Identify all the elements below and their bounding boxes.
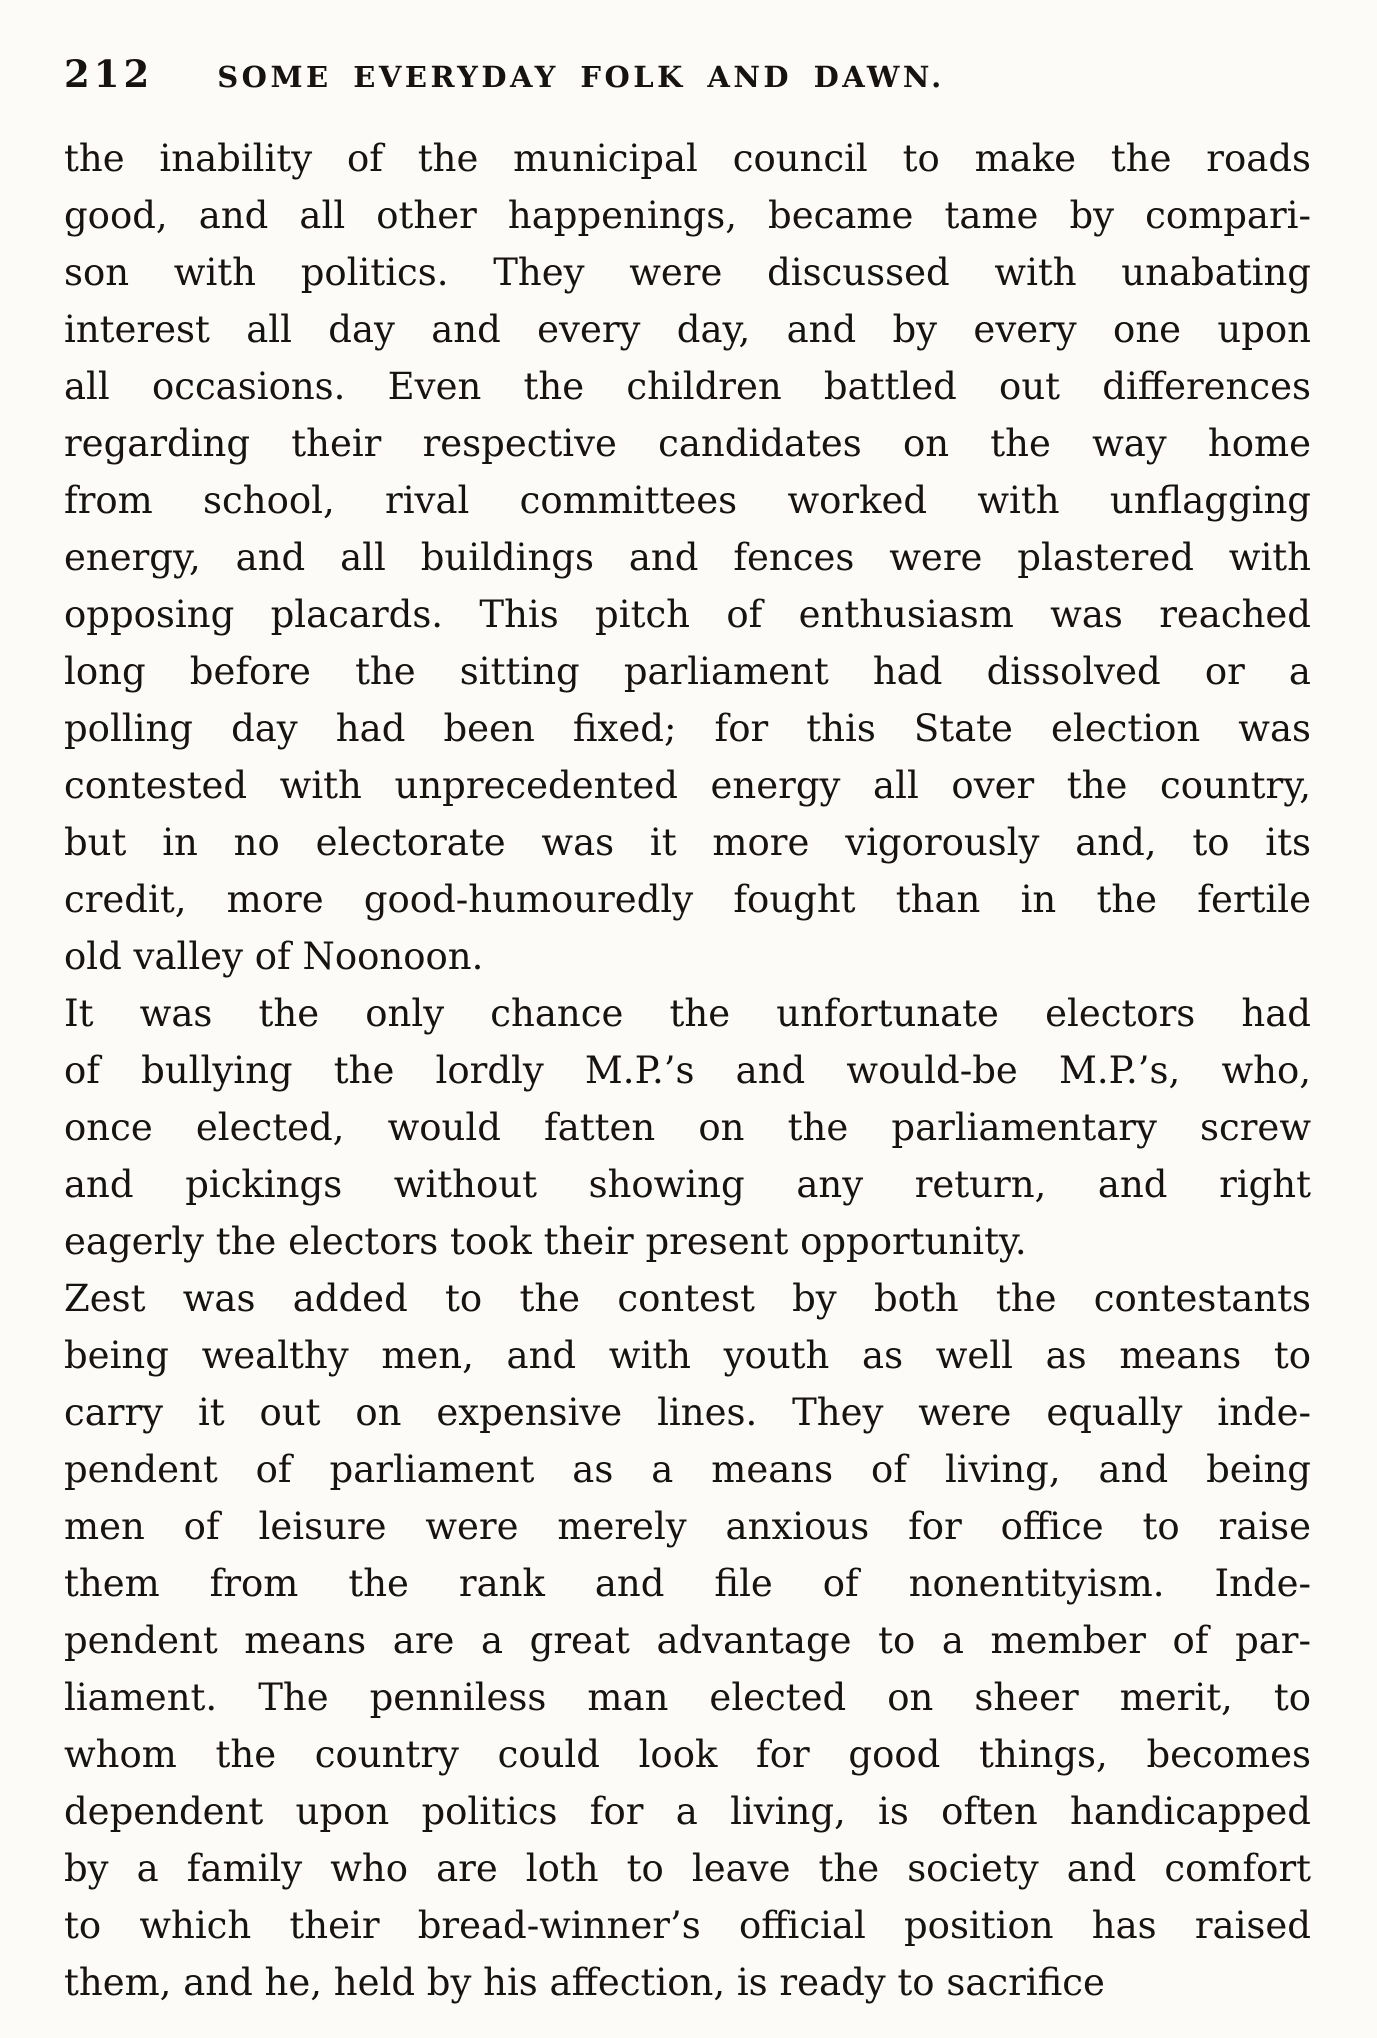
text-line: being wealthy men, and with youth as well as means to [64,1334,1311,1377]
text-line: Zest was added to the contest by both the contestants [64,1277,1311,1320]
text-line: once elected, would fatten on the parliamentary screw [64,1106,1311,1149]
text-line: from school, rival committees worked with unflagging [64,479,1311,522]
page-body [64,130,1311,2011]
text-line: all occasions. Even the children battled out differences [64,365,1311,408]
text-line: them from the rank and file of nonentityism. Inde- [64,1562,1311,1605]
text-line: the inability of the municipal council to make the roads [64,137,1311,180]
text-line: them, and he, held by his affection, is ready to sacrifice [64,1961,1105,2004]
text-line: energy, and all buildings and fences were plastered with [64,536,1311,579]
text-line: opposing placards. This pitch of enthusiasm was reached [64,593,1311,636]
paragraph [64,130,1311,985]
text-line: son with politics. They were discussed with unabating [64,251,1311,294]
text-line: contested with unprecedented energy all over the country, [64,764,1311,807]
text-line: and pickings without showing any return, and right [64,1163,1311,1206]
text-line: by a family who are loth to leave the society and comfort [64,1847,1311,1890]
text-line: old valley of Noonoon. [64,935,484,978]
running-title: SOME EVERYDAY FOLK AND DAWN. [217,60,945,94]
paragraph [64,1270,1311,2011]
text-line: eagerly the electors took their present opportunity. [64,1220,1027,1263]
text-line: pendent of parliament as a means of living, and being [64,1448,1311,1491]
text-line: regarding their respective candidates on the way home [64,422,1311,465]
page-number: 212 [64,52,154,96]
text-line: of bullying the lordly M.P.’s and would-be M.P.’s, who, [64,1049,1311,1092]
text-line: dependent upon politics for a living, is often handicapped [64,1790,1311,1833]
text-line: credit, more good-humouredly fought than in the fertile [64,878,1311,921]
text-line: pendent means are a great advantage to a member of par- [64,1619,1311,1662]
text-line: men of leisure were merely anxious for office to raise [64,1505,1311,1548]
text-line: polling day had been fixed; for this State election was [64,707,1311,750]
text-line: to which their bread-winner’s official position has raised [64,1904,1311,1947]
paragraph [64,985,1311,1270]
page-header [64,52,1311,96]
text-line: long before the sitting parliament had dissolved or a [64,650,1311,693]
text-line: whom the country could look for good things, becomes [64,1733,1311,1776]
text-line: liament. The penniless man elected on sheer merit, to [64,1676,1311,1719]
text-line: carry it out on expensive lines. They were equally inde- [64,1391,1311,1434]
text-line: interest all day and every day, and by every one upon [64,308,1311,351]
text-line: but in no electorate was it more vigorously and, to its [64,821,1311,864]
text-line: good, and all other happenings, became tame by compari- [64,194,1311,237]
text-line: It was the only chance the unfortunate electors had [64,992,1311,1035]
